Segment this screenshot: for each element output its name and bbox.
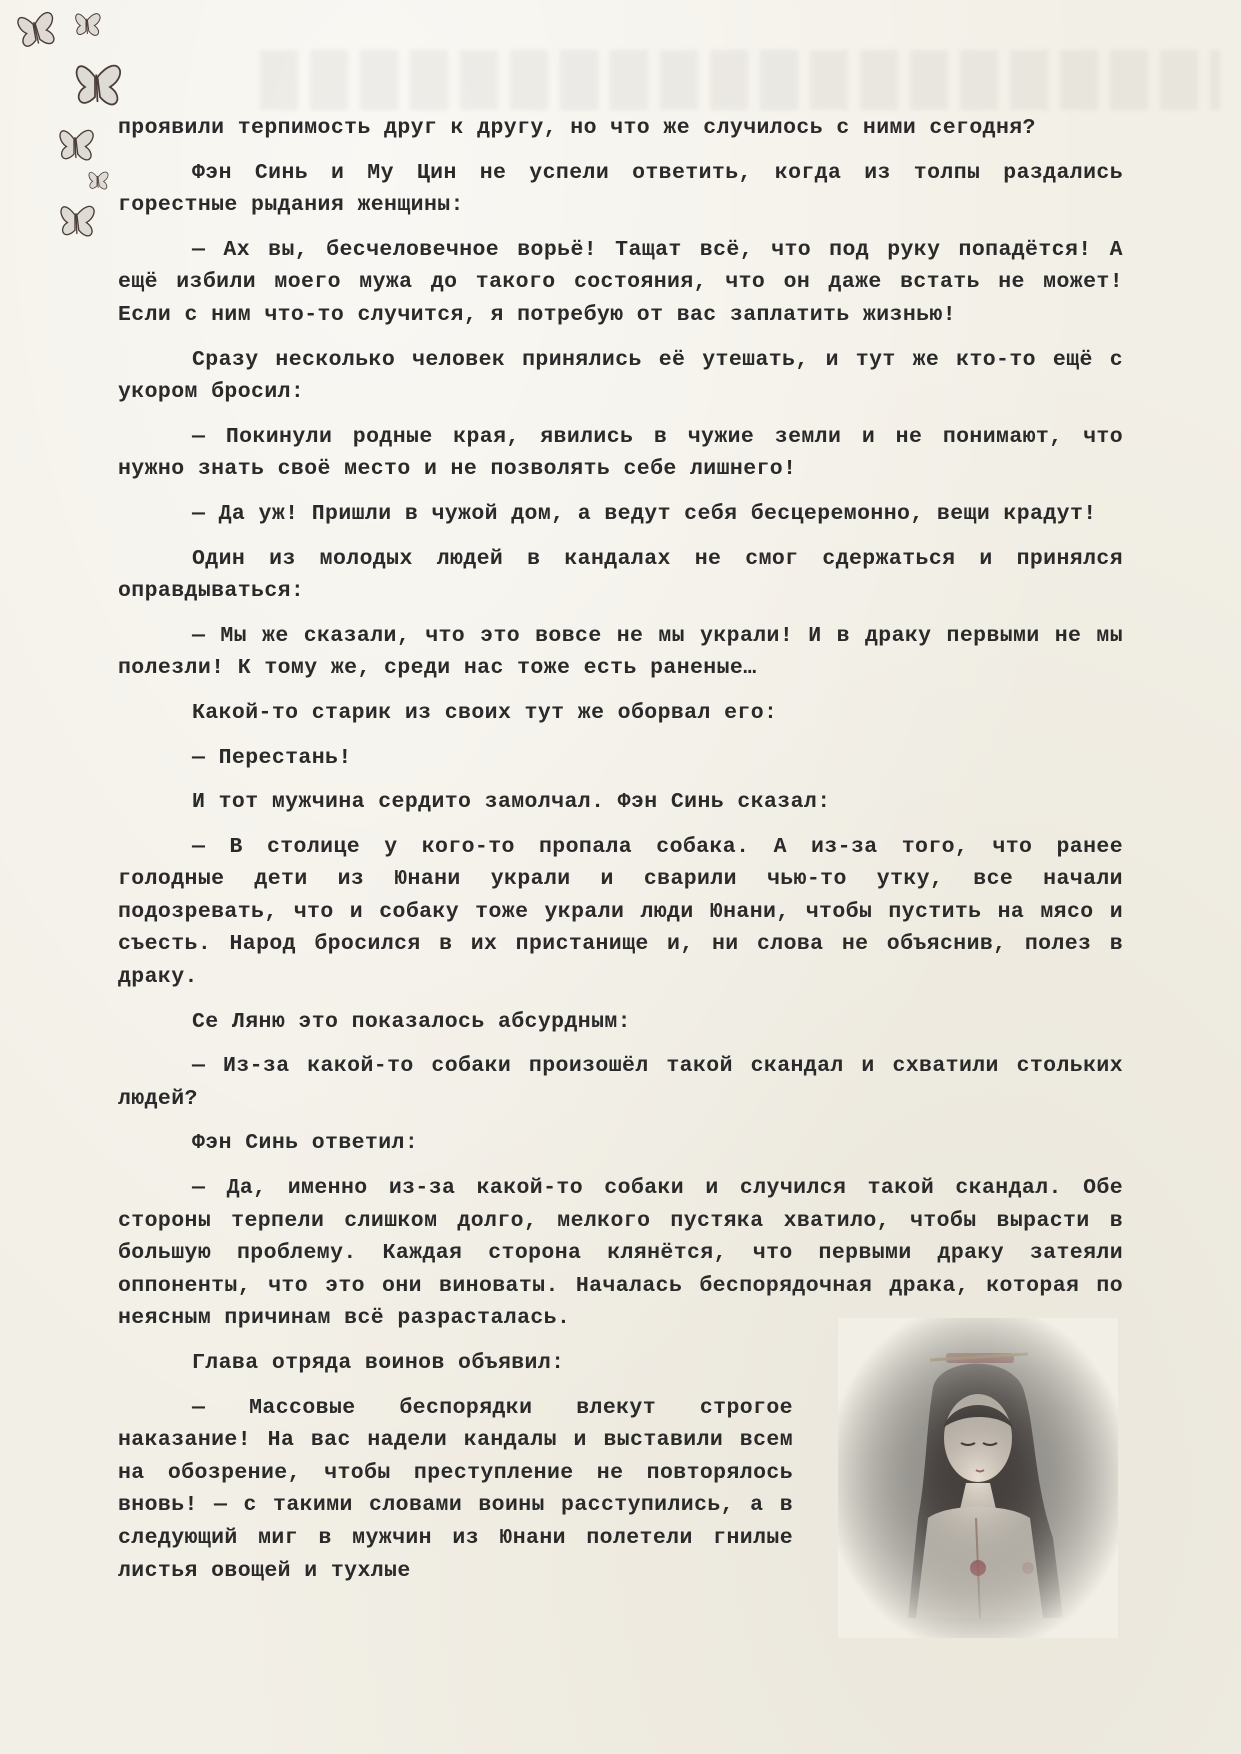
character-illustration xyxy=(838,1318,1118,1638)
paragraph: — Ах вы, бесчеловечное ворьё! Тащат всё, что под руку попадётся! А ещё избили моего мужа до такого состояния, что он даже встать не может! Если с ним что-то случится, я потребую от вас заплатить жизнью! xyxy=(118,237,1123,327)
paragraph: — Мы же сказали, что это вовсе не мы украли! И в драку первыми не мы полезли! К тому же, среди нас тоже есть раненые… xyxy=(118,623,1123,681)
text-beside-illustration xyxy=(118,1347,793,1587)
paragraph: — Да уж! Пришли в чужой дом, а ведут себя бесцеремонно, вещи крадут! xyxy=(192,501,1097,526)
paragraph: проявили терпимость друг к другу, но что же случилось с ними сегодня? xyxy=(118,116,1036,140)
paragraph: Какой-то старик из своих тут же оборвал его: xyxy=(192,700,778,725)
butterfly-icon xyxy=(77,66,121,105)
butterfly-icon xyxy=(89,172,108,189)
butterfly-icon xyxy=(76,14,100,36)
paragraph: Фэн Синь ответил: xyxy=(192,1131,419,1156)
butterfly-icon xyxy=(17,12,57,49)
paragraph: — Из-за какой-то собаки произошёл такой скандал и схватили стольких людей? xyxy=(118,1054,1123,1111)
paragraph: — В столице у кого-то пропала собака. А из-за того, что ранее голодные дети из Юнани украли и сварили чью-то утку, все начали подозревать, что и собаку тоже украли люди Юнани, чтобы пустить на мясо и съесть. Народ бросился в их пристанище и, ни слова не объяснив, полез в драку. xyxy=(118,834,1123,990)
paragraph: И тот мужчина сердито замолчал. Фэн Синь сказал: xyxy=(192,790,831,815)
paragraph: Один из молодых людей в кандалах не смог сдержаться и принялся оправдываться: xyxy=(118,546,1123,604)
paragraph: — Покинули родные края, явились в чужие земли и не понимают, что нужно знать своё место и не позволять себе лишнего! xyxy=(118,424,1123,482)
paragraph: Се Ляню это показалось абсурдным: xyxy=(192,1009,631,1034)
paragraph: — Массовые беспорядки влекут строгое наказание! На вас надели кандалы и выставили всем на обозрение, чтобы преступление не повторялось вновь! — с такими словами воины расступились, а в следующий миг в мужчин из Юнани полетели гнилые листья овощей и тухлые xyxy=(118,1395,793,1583)
paragraph: — Перестань! xyxy=(192,745,352,770)
butterfly-icon xyxy=(60,130,93,159)
paragraph: Сразу несколько человек принялись её утешать, и тут же кто-то ещё с укором бросил: xyxy=(118,347,1123,405)
paragraph: Фэн Синь и Му Цин не успели ответить, когда из толпы раздались горестные рыдания женщины: xyxy=(118,160,1123,218)
paragraph: Глава отряда воинов объявил: xyxy=(192,1351,565,1375)
faint-header-bleedthrough xyxy=(260,50,1220,110)
paragraph: — Да, именно из-за какой-то собаки и случился такой скандал. Обе стороны терпели слишком долго, мелкого пустяка хватило, чтобы вырасти в большую проблему. Каждая сторона клянётся, что первыми драку затеяли оппоненты, что это они виноваты. Началась беспорядочная драка, которая по неясным причинам всё разрасталась. xyxy=(118,1176,1123,1331)
butterfly-icon xyxy=(61,206,94,235)
